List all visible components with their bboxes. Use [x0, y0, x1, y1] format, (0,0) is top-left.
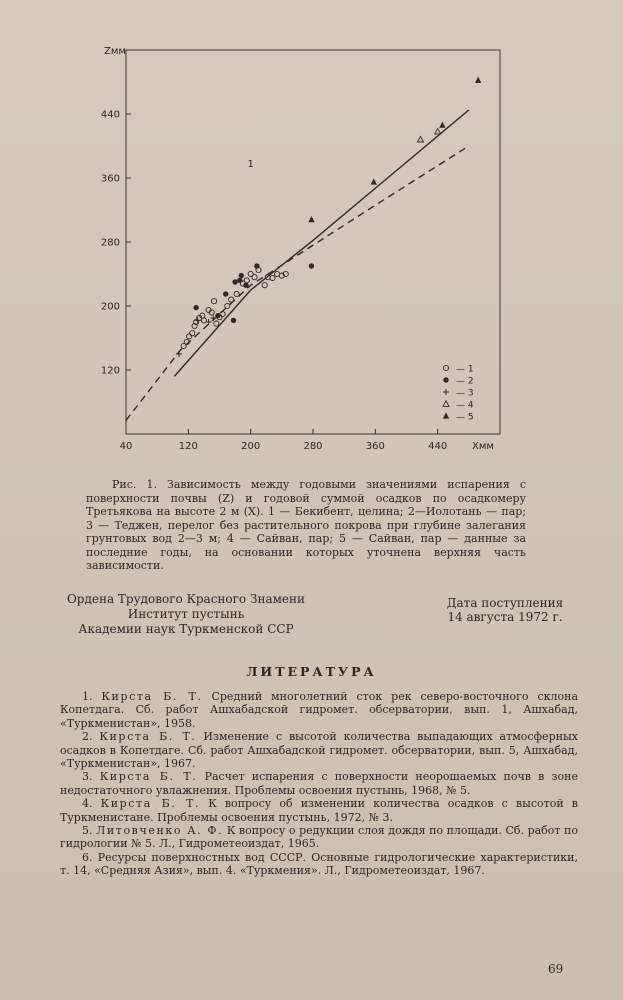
- data-point-series-5: [308, 216, 314, 222]
- reference-item: [60, 851, 578, 878]
- fit-lines: [126, 110, 469, 420]
- y-tick-label: 360: [100, 173, 120, 185]
- legend-marker-1: [443, 365, 448, 370]
- reference-text: Изменение с высотой количества выпадающих атмосферных осадков в Копетдаге. Сб. работ Ашхабадской гидромет. обсерватории, вып. 5, Ашхабад, «Туркменистан», 1967.: [60, 730, 578, 771]
- data-point-series-3: [195, 317, 201, 323]
- data-point-series-2: [254, 263, 259, 268]
- x-tick-label: 280: [303, 441, 323, 452]
- solid-fit-line: [174, 110, 469, 376]
- x-tick-label: 360: [365, 441, 385, 452]
- data-point-series-2: [193, 305, 198, 310]
- y-tick-label: 200: [100, 301, 120, 313]
- data-point-series-2: [309, 263, 314, 268]
- data-point-series-2: [237, 278, 242, 283]
- data-point-series-1: [220, 311, 225, 316]
- legend-label: — 3: [456, 388, 474, 399]
- reference-author: Литовченко А. Ф.: [96, 824, 224, 838]
- affiliation-line: Академии наук Туркменской ССР: [78, 622, 294, 636]
- reference-number: 4.: [82, 797, 101, 811]
- reference-number: 1.: [82, 690, 102, 703]
- x-tick-label: 440: [428, 441, 448, 452]
- x-axis-unit-label: Хмм: [472, 441, 494, 452]
- data-point-series-2: [231, 318, 236, 323]
- reference-list: [60, 690, 578, 878]
- x-tick-label: 200: [241, 441, 261, 452]
- data-point-series-1: [187, 334, 192, 339]
- reference-item: [60, 824, 578, 851]
- affiliation-line: Ордена Трудового Красного Знамени: [66, 592, 306, 606]
- chart-annotations: [247, 159, 253, 170]
- y-tick-label: 120: [100, 365, 120, 377]
- reference-item: [60, 690, 578, 730]
- legend-label: — 1: [456, 364, 474, 375]
- data-point-series-1: [244, 278, 249, 283]
- figure-caption: Рис. 1. Зависимость между годовыми значениями испарения с поверхности почвы (Z) и годовой суммой осадков по осадкомеру Третьякова на высоте 2 м (X). 1 — Бекибент, целина; 2—Иолотань — пар; 3 — Теджен, перелог без растительного покрова при глубине залегания грунтовых вод 2—3 м; 4 — Сайван, пар; 5 — Сайван, пар — данные за последние годы, на основании которых уточнена верхняя часть зависимости.: [86, 478, 526, 572]
- legend-marker-4: [443, 401, 449, 407]
- data-point-series-2: [239, 273, 244, 278]
- axis-ticks: [101, 110, 447, 453]
- evaporation-precipitation-chart: [90, 40, 510, 460]
- data-point-series-2: [223, 291, 228, 296]
- chart-legend: [443, 365, 474, 423]
- reference-item: [60, 730, 578, 770]
- reference-item: [60, 797, 578, 824]
- data-point-series-1: [225, 303, 230, 308]
- reference-number: 2.: [82, 730, 100, 744]
- data-point-series-1: [190, 331, 195, 336]
- data-point-series-5: [439, 122, 445, 128]
- reference-text: Средний многолетний сток рек северо-восточного склона Копетдага. Сб. работ Ашхабадской гидромет. обсерватории, вып. 1, Ашхабад, «Туркменистан», 1958.: [60, 690, 578, 730]
- reference-text: Ресурсы поверхностных вод СССР. Основные гидрологические характеристики, т. 14, «Средняя Азия», вып. 4. «Туркмения». Л., Гидрометеоиздат, 1967.: [60, 850, 578, 878]
- received-date: 14 августа 1972 г.: [447, 610, 563, 624]
- page-number: 69: [548, 962, 564, 976]
- data-point-series-4: [435, 128, 441, 134]
- legend-marker-3: [443, 389, 449, 395]
- data-point-series-4: [418, 136, 424, 142]
- reference-text: К вопросу об изменении количества осадков с высотой в Туркменистане. Проблемы освоения пустынь, 1972, № 3.: [60, 797, 578, 824]
- legend-label: — 5: [456, 412, 474, 423]
- legend-label: — 4: [456, 400, 474, 411]
- literature-heading: ЛИТЕРАТУРА: [246, 664, 377, 679]
- dashed-fit-line: [126, 146, 469, 420]
- reference-number: 5.: [82, 824, 97, 838]
- reference-text: К вопросу о редукции слоя дождя по площади. Сб. работ по гидрологии № 5. Л., Гидрометеоиздат, 1965.: [60, 824, 579, 851]
- reference-text: Расчет испарения с поверхности неорошаемых почв в зоне недостаточного увлажнения. Проблемы освоения пустынь, 1968, № 5.: [60, 770, 578, 797]
- data-point-series-1: [229, 297, 234, 302]
- reference-author: Кирста Б. Т.: [99, 730, 197, 744]
- received-date-block: [430, 596, 580, 624]
- legend-label: — 2: [456, 376, 474, 387]
- y-tick-label: 280: [100, 237, 120, 249]
- data-point-series-2: [232, 279, 237, 284]
- reference-author: Кирста Б. Т.: [100, 797, 201, 811]
- reference-number: 6.: [82, 850, 98, 864]
- data-points: [176, 77, 481, 357]
- legend-marker-5: [443, 412, 449, 418]
- received-label: Дата поступления: [446, 596, 564, 610]
- data-point-series-1: [252, 275, 257, 280]
- data-point-series-1: [262, 283, 267, 288]
- affiliation-line: Институт пустынь: [127, 607, 245, 621]
- x-tick-label: 40: [119, 441, 133, 452]
- data-point-series-5: [371, 178, 377, 184]
- data-point-series-1: [214, 321, 219, 326]
- y-tick-label: 440: [100, 109, 120, 121]
- data-point-series-2: [215, 313, 220, 318]
- data-point-series-1: [211, 299, 216, 304]
- point-annotation: 1: [247, 158, 254, 170]
- data-point-series-5: [475, 77, 481, 83]
- reference-number: 3.: [82, 770, 100, 784]
- plot-frame: [126, 50, 500, 434]
- reference-item: [60, 770, 578, 797]
- legend-marker-2: [443, 377, 448, 382]
- affiliation-block: [56, 592, 316, 637]
- y-axis-unit-label: Zмм: [104, 46, 126, 57]
- data-point-series-3: [176, 351, 182, 357]
- reference-author: Кирста Б. Т.: [99, 770, 198, 784]
- data-point-series-1: [234, 291, 239, 296]
- x-tick-label: 120: [178, 441, 198, 452]
- reference-author: Кирста Б. Т.: [101, 690, 203, 703]
- data-point-series-2: [243, 283, 248, 288]
